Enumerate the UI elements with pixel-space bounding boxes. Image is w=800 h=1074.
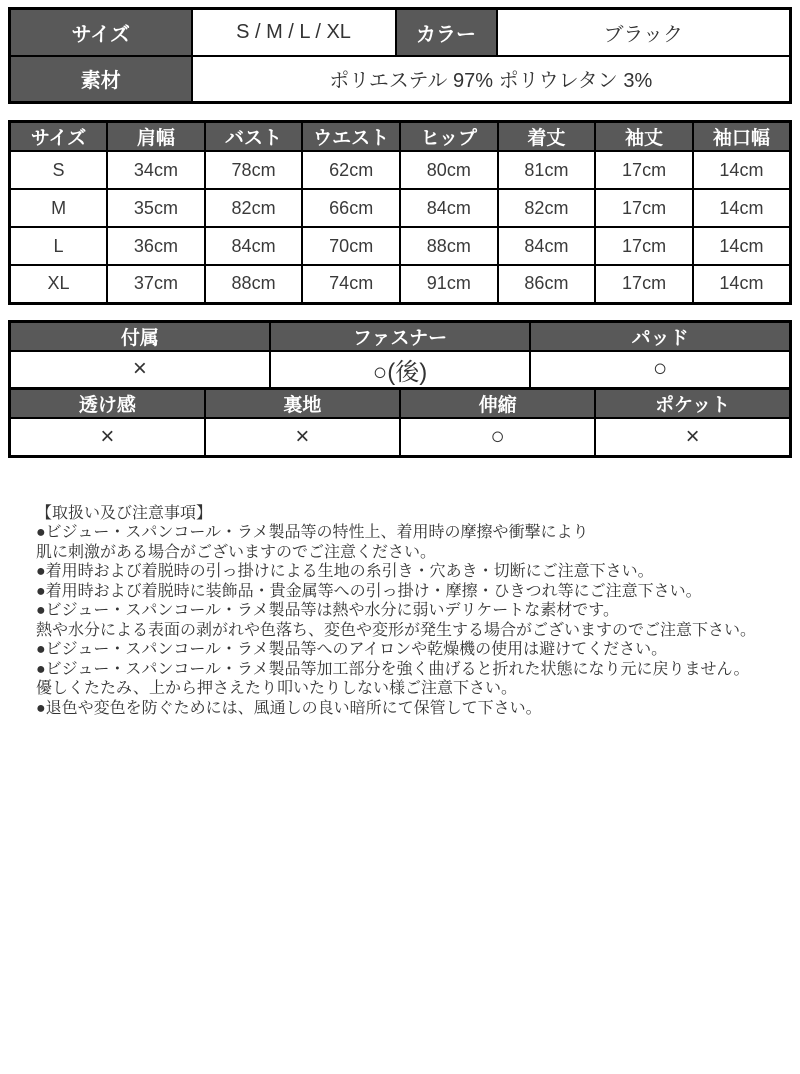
material-label: 素材 [10,56,192,103]
care-note-line: 熱や水分による表面の剥がれや色落ち、変色や変形が発生する場合がございますのでご注意下さい。 [36,621,757,639]
size-chart-cell: 91cm [400,265,498,303]
size-chart-row-s [10,151,791,189]
size-chart-cell: 17cm [595,151,693,189]
care-note-line: ●ビジュー・スパンコール・ラメ製品等加工部分を強く曲げると折れた状態になり元に戻りません。 [36,660,750,678]
info-table [8,7,792,104]
size-chart-row-l [10,227,791,265]
size-chart-cell: 80cm [400,151,498,189]
size-chart-cell: 14cm [693,265,791,303]
size-chart-cell: 84cm [400,189,498,227]
care-note-line: ●着用時および着脱時の引っ掛けによる生地の糸引き・穴あき・切断にご注意下さい。 [36,563,654,580]
color-label: カラー [396,9,497,56]
size-chart-row-m [10,189,791,227]
size-chart-table [8,120,792,305]
care-note-line: ●ビジュー・スパンコール・ラメ製品等の特性上、着用時の摩擦や衝撃により [36,524,589,541]
care-note-line: ●着用時および着脱時に装飾品・貴金属等への引っ掛け・摩擦・ひきつれ等にご注意下さい。 [36,582,702,600]
size-chart-cell: S [10,151,108,189]
attr-sheer-value: × [10,418,205,456]
size-chart-cell: 17cm [595,189,693,227]
size-label: サイズ [10,9,192,56]
attr-fastener-label: ファスナー [270,321,530,351]
care-notes-title: 【取扱い及び注意事項】 [36,504,213,522]
attr-pad-value: ○ [530,351,790,389]
care-note-line: 優しくたたみ、上から押さえたり叩いたりしない様ご注意下さい。 [36,680,517,697]
size-chart-row-xl [10,265,791,303]
attributes-1-value-row [10,351,791,389]
color-value: ブラック [497,9,791,56]
attr-lining-label: 裏地 [205,389,400,419]
attr-pad-label: パッド [530,321,790,351]
care-notes [36,504,800,719]
attr-fastener-value: ○(後) [270,351,530,389]
size-chart-cell: 88cm [400,227,498,265]
size-chart-header: 袖丈 [595,122,693,152]
attributes-1-header-row [10,321,791,351]
size-chart-cell: 62cm [302,151,400,189]
attr-pocket-value: × [595,418,790,456]
attr-pocket-label: ポケット [595,389,790,419]
care-note-line: ●ビジュー・スパンコール・ラメ製品等へのアイロンや乾燥機の使用は避けてください。 [36,641,668,658]
size-chart-header: 袖口幅 [693,122,791,152]
size-chart-cell: 84cm [205,227,303,265]
size-chart-cell: M [10,189,108,227]
size-chart-cell: 17cm [595,227,693,265]
size-chart-cell: 34cm [107,151,205,189]
size-chart-cell: 74cm [302,265,400,303]
info-row-size-color [10,9,791,56]
product-spec-sheet [0,7,800,718]
size-chart-cell: XL [10,265,108,303]
size-chart-cell: 14cm [693,189,791,227]
size-chart-header: ウエスト [302,122,400,152]
size-value: S / M / L / XL [192,9,396,56]
size-chart-cell: 86cm [498,265,596,303]
size-chart-cell: 66cm [302,189,400,227]
size-chart-cell: 84cm [498,227,596,265]
size-chart-cell: 70cm [302,227,400,265]
size-chart-cell: 78cm [205,151,303,189]
size-chart-header: 着丈 [498,122,596,152]
size-chart-header: 肩幅 [107,122,205,152]
size-chart-cell: L [10,227,108,265]
attr-stretch-label: 伸縮 [400,389,595,419]
attr-lining-value: × [205,418,400,456]
attributes-2-header-row [10,389,791,419]
info-row-material [10,56,791,103]
size-chart-cell: 36cm [107,227,205,265]
size-chart-header: ヒップ [400,122,498,152]
attributes-2-value-row [10,418,791,456]
attr-fuzoku-value: × [10,351,270,389]
attributes-table-1 [8,320,792,391]
size-chart-cell: 17cm [595,265,693,303]
size-chart-cell: 14cm [693,151,791,189]
care-note-line: ●退色や変色を防ぐためには、風通しの良い暗所にて保管して下さい。 [36,699,542,717]
attr-stretch-value: ○ [400,418,595,456]
size-chart-cell: 35cm [107,189,205,227]
material-value: ポリエステル 97% ポリウレタン 3% [192,56,791,103]
size-chart-cell: 81cm [498,151,596,189]
size-chart-cell: 88cm [205,265,303,303]
attributes-table-2 [8,387,792,458]
size-chart-cell: 82cm [498,189,596,227]
size-chart-header-row [10,122,791,152]
size-chart-cell: 82cm [205,189,303,227]
size-chart-header: バスト [205,122,303,152]
care-note-line: ●ビジュー・スパンコール・ラメ製品等は熱や水分に弱いデリケートな素材です。 [36,602,619,619]
size-chart-cell: 14cm [693,227,791,265]
attr-fuzoku-label: 付属 [10,321,270,351]
size-chart-header: サイズ [10,122,108,152]
size-chart-cell: 37cm [107,265,205,303]
attr-sheer-label: 透け感 [10,389,205,419]
care-note-line: 肌に刺激がある場合がございますのでご注意ください。 [36,543,437,561]
